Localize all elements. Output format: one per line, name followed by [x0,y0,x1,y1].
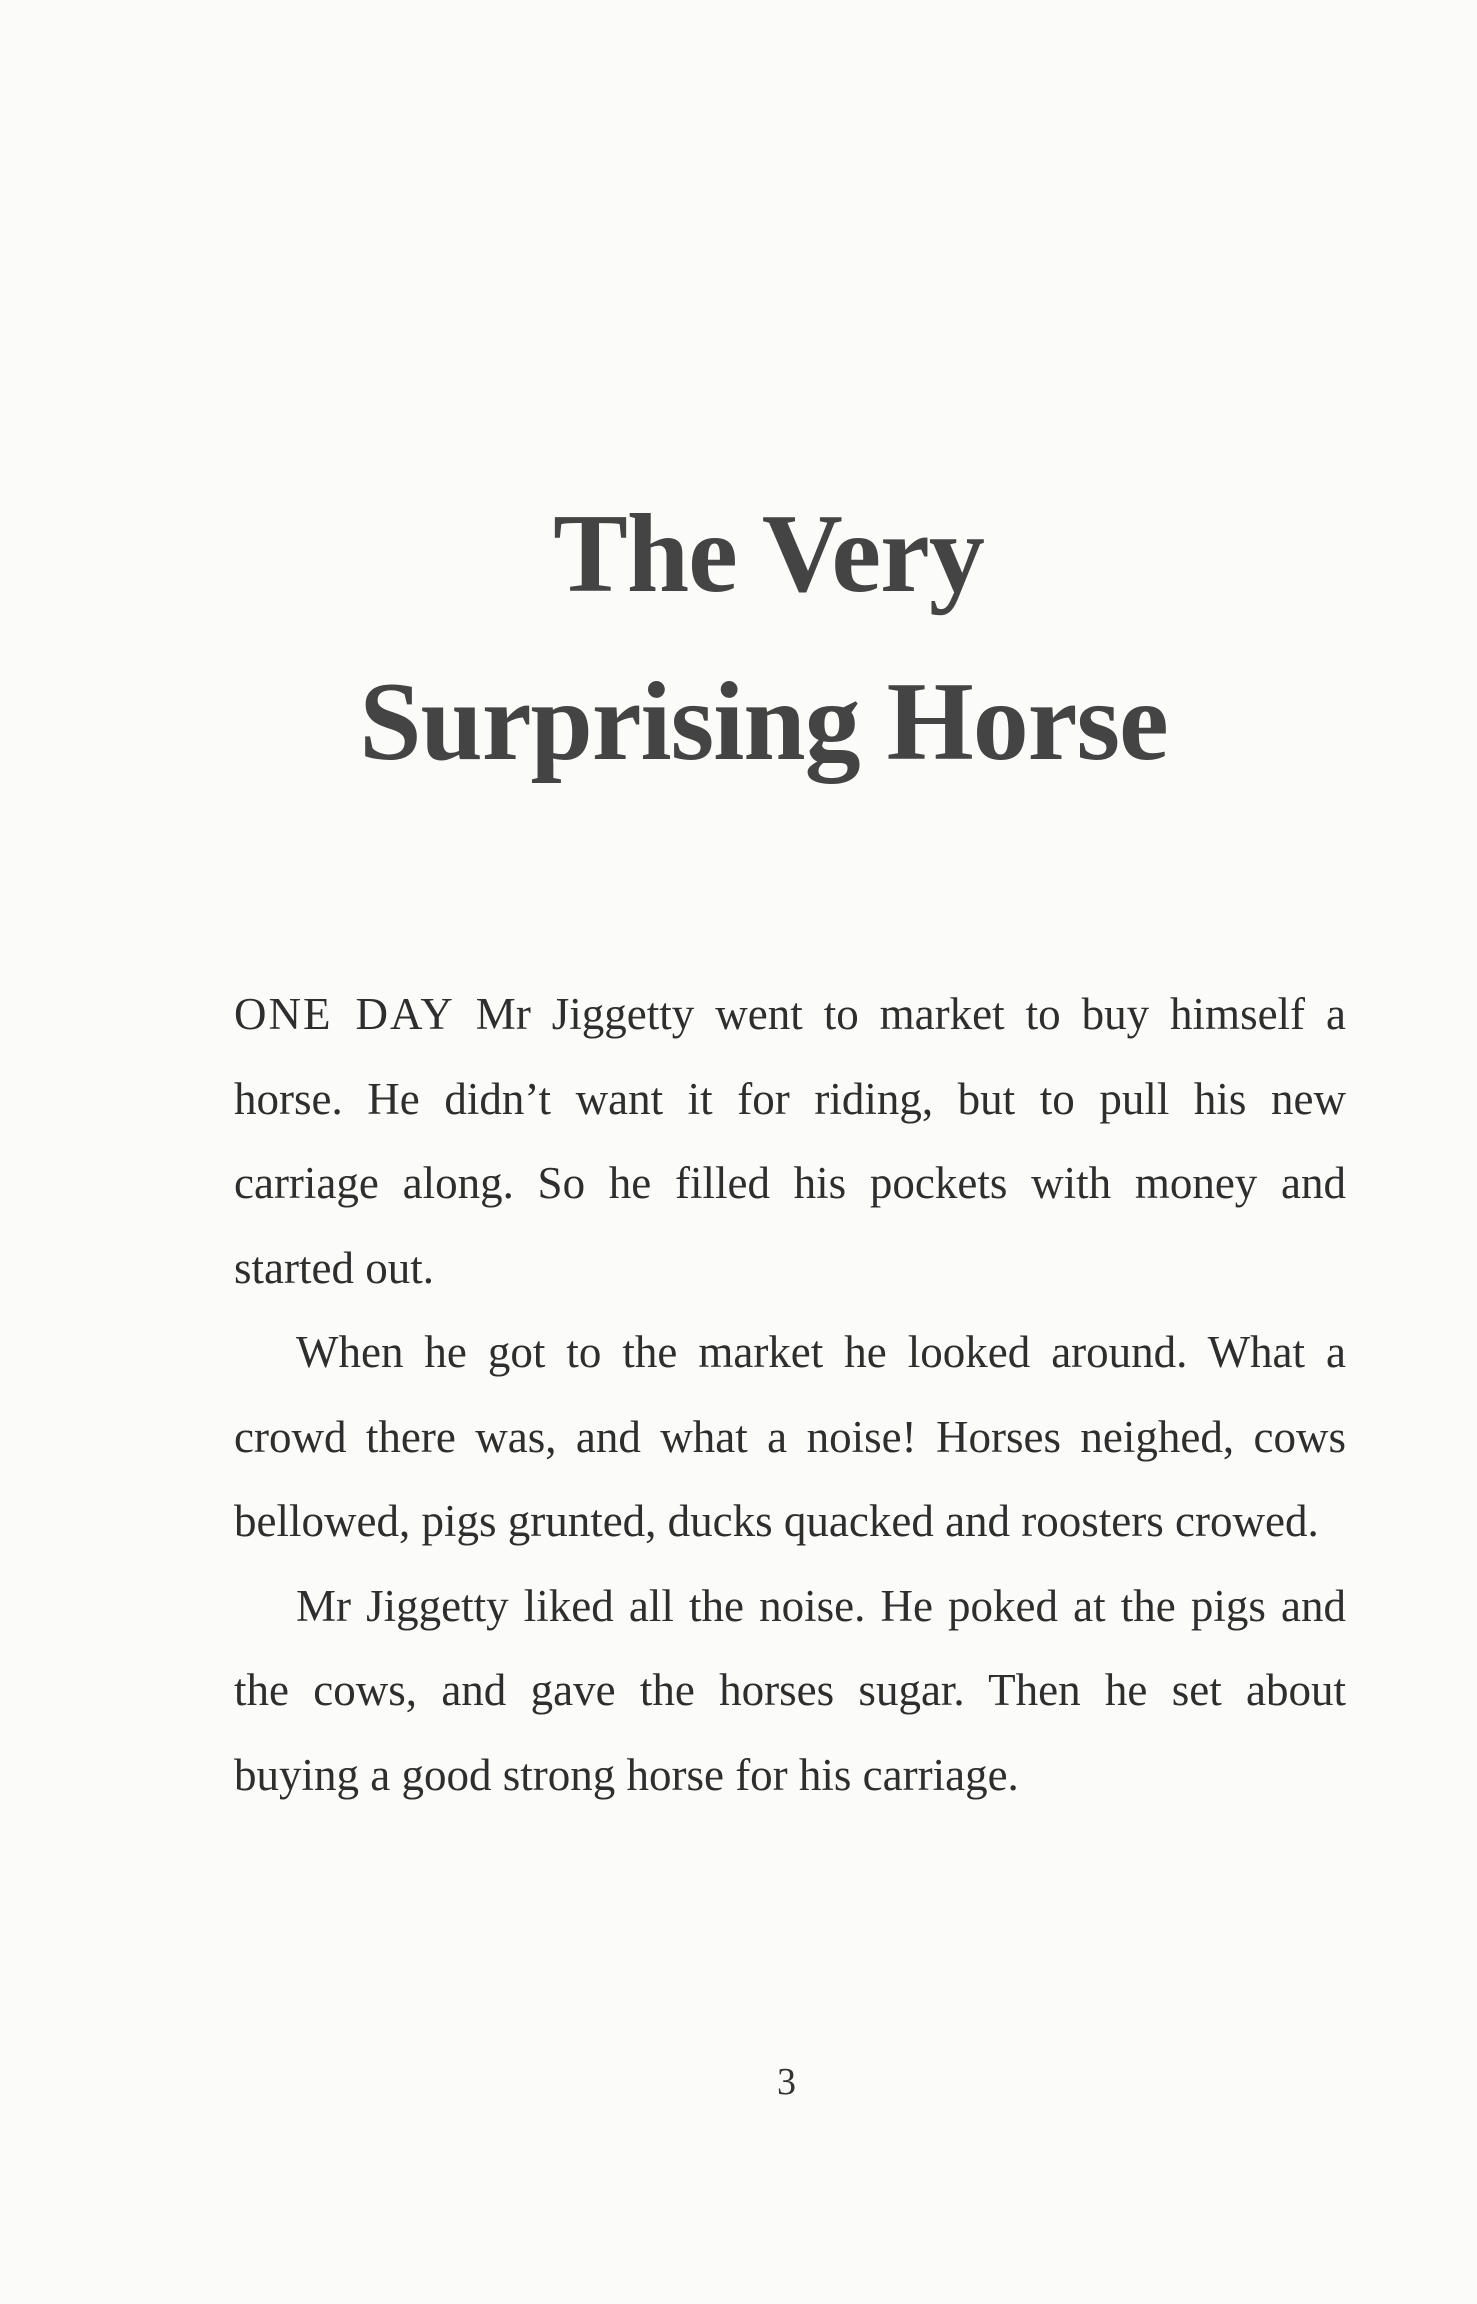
chapter-title [0,470,1477,806]
paragraph-2: When he got to the market he looked around. What a crowd there was, and what a noise! Horses neighed, cows bellowed, pigs grunted, ducks quacked and roosters crowed. [234,1327,1346,1546]
chapter-body [234,972,1346,1817]
paragraph-3: Mr Jiggetty liked all the noise. He poked at the pigs and the cows, and gave the horses sugar. Then he set about buying a good strong horse for his carriage. [234,1580,1346,1800]
paragraph-1 [234,972,1346,1310]
paragraph-1-text: Mr Jiggetty went to market to buy himself a horse. He didn’t want it for riding, but to pull his new carriage along. So he filled his pockets with money and started out. [234,989,1346,1293]
paragraph-lead-in: ONE DAY [234,989,455,1039]
chapter-title-line-1: The Very [553,492,984,617]
chapter-title-line-2: Surprising Horse [359,660,1168,785]
page-number: 3 [777,2061,796,2103]
